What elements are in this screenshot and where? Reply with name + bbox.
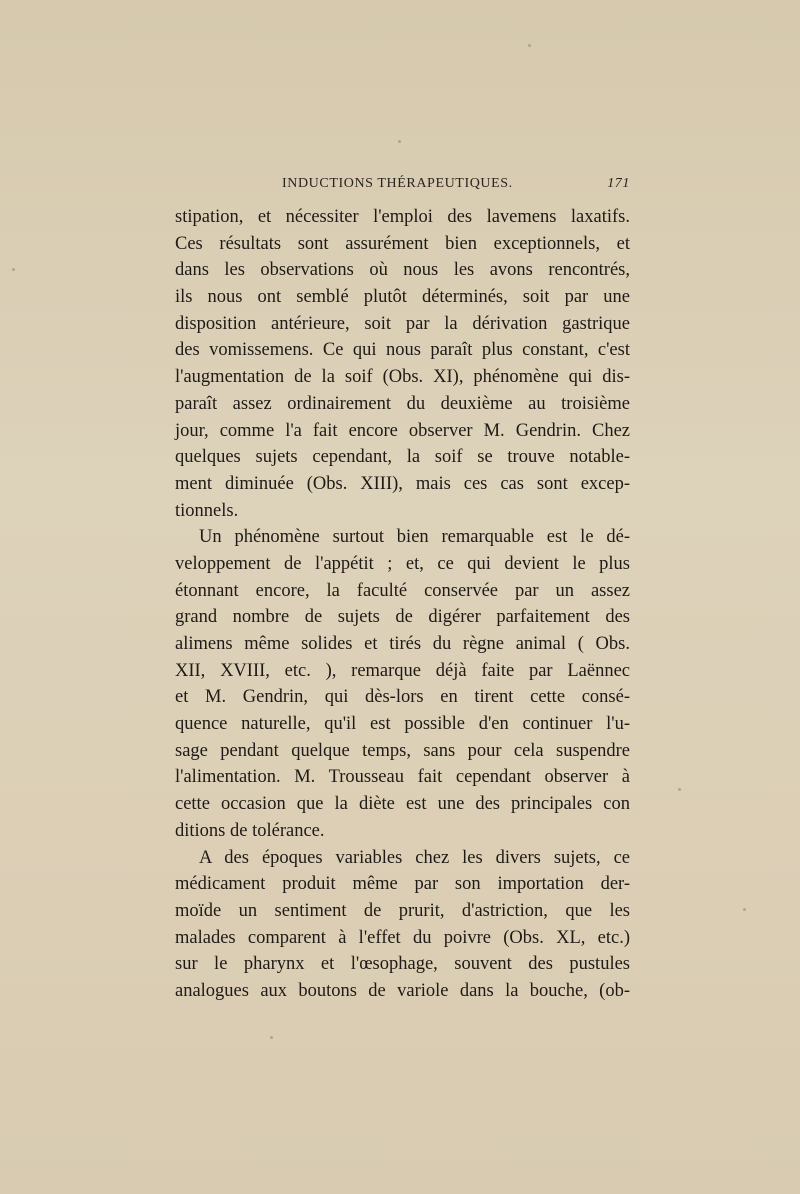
page-number: 171 [607, 176, 630, 191]
text-line: veloppement de l'appétit ; et, ce qui devient le plus [175, 553, 630, 574]
text-line: tionnels. [175, 500, 239, 521]
text-line: l'alimentation. M. Trousseau fait cependant observer à [175, 767, 630, 788]
text-line: quelques sujets cependant, la soif se trouve notable- [175, 447, 630, 468]
body-text [175, 204, 630, 1005]
text-line: jour, comme l'a fait encore observer M. Gendrin. Chez [175, 420, 630, 441]
text-line: XII, XVIII, etc. ), remarque déjà faite par Laënnec [175, 660, 630, 681]
text-line: médicament produit même par son importation der- [175, 874, 630, 895]
text-line: cette occasion que la diète est une des principales con [175, 794, 630, 815]
text-line: analogues aux boutons de variole dans la bouche, (ob- [175, 980, 630, 1001]
text-line: sage pendant quelque temps, sans pour cela suspendre [175, 740, 630, 761]
paper-speck [743, 908, 746, 911]
text-line: étonnant encore, la faculté conservée par un assez [175, 580, 630, 601]
text-line: sur le pharynx et l'œsophage, souvent des pustules [175, 954, 630, 975]
text-line: l'augmentation de la soif (Obs. XI), phénomène qui dis- [175, 367, 630, 388]
paper-speck [398, 140, 401, 143]
running-header-title: INDUCTIONS THÉRAPEUTIQUES. [282, 176, 513, 191]
text-line: Ces résultats sont assurément bien exceptionnels, et [175, 233, 630, 254]
text-line: disposition antérieure, soit par la dérivation gastrique [175, 313, 630, 334]
text-line: ment diminuée (Obs. XIII), mais ces cas sont excep- [175, 473, 630, 494]
text-line: paraît assez ordinairement du deuxième au troisième [175, 393, 630, 414]
text-line: grand nombre de sujets de digérer parfaitement des [175, 607, 630, 628]
text-line: ils nous ont semblé plutôt déterminés, soit par une [175, 287, 630, 308]
text-line: quence naturelle, qu'il est possible d'en continuer l'u- [175, 714, 630, 735]
running-header [282, 176, 630, 196]
paper-speck [528, 44, 531, 47]
text-line: alimens même solides et tirés du règne animal ( Obs. [175, 634, 630, 654]
paper-speck [270, 1036, 273, 1039]
text-line: et M. Gendrin, qui dès-lors en tirent cette consé- [175, 687, 630, 708]
text-line: malades comparent à l'effet du poivre (Obs. XL, etc.) [175, 927, 630, 948]
text-line: ditions de tolérance. [175, 820, 325, 841]
text-line: dans les observations où nous les avons rencontrés, [175, 260, 630, 281]
text-line: stipation, et nécessiter l'emploi des lavemens laxatifs. [175, 207, 630, 227]
paragraph-start-line: Un phénomène surtout bien remarquable est le dé- [199, 527, 630, 548]
text-line: des vomissemens. Ce qui nous paraît plus constant, c'est [175, 340, 630, 361]
paper-speck [678, 788, 681, 791]
paper-speck [12, 268, 15, 271]
paragraph-start-line: A des époques variables chez les divers sujets, ce [199, 847, 630, 868]
text-line: moïde un sentiment de prurit, d'astriction, que les [175, 900, 630, 921]
